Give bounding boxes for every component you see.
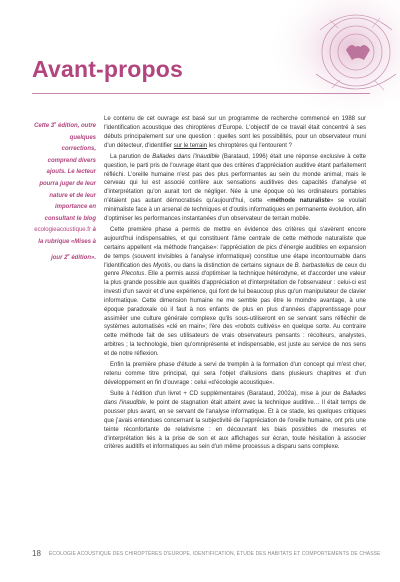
p3-text-end: . Elle a permis aussi d'optimiser la technique hétérodyne, et d'accorder une valeur la plus grande possible aux qualités d'appréciation et d'interprétation de l'observateur : celui-ci est investi d'un savoir et d'une expérience, qui font de lui beaucoup plus qu'un manipulateur de clavier informatique. Cette dimension humaine ne me semble pas être le moindre avantage, à une époque paradoxale où il faut à nos enfants de plus en plus d'années d'apprentissage pour assimiler une culture générale complexe qu'ils sous-utiliseront en se servant sans réfléchir de systèmes automatisés «clé en main»; l'ère des «robots cultivés» en quelque sorte. Au contraire cette méthode fait de ses utilisateurs de vrais observateurs pensants : récolteurs, analystes, arbitres ; la technologie, bien qu'omniprésente et indispensable, est juste au service de nos sens et de notre réflexion. bbox=[104, 271, 366, 357]
sidebar-text-b: édition, outre quelques corrections, comprend divers ajouts. Le lecteur pourra juger de leur nature et de leur importance en consultant le blog bbox=[39, 123, 96, 222]
p3-text-3: de ceux du genre bbox=[104, 262, 366, 278]
paragraph-3 bbox=[104, 226, 366, 359]
body-text bbox=[104, 115, 366, 455]
sidebar-text-c: à la rubrique «Mises à jour 2 bbox=[38, 227, 96, 261]
paragraph-1 bbox=[104, 115, 366, 150]
p1-text: Le contenu de cet ouvrage est basé sur un programme de recherche commencé en 1988 sur l'identification acoustique des chiroptères d'Europe. L'objectif de ce travail était concentré à ses débuts principalement sur une question : quelles sont les possibilités, pour un observateur muni d'un détecteur, d'identifier bbox=[104, 116, 366, 149]
p5-text: Suite à l'édition d'un livret + CD supplémentaires (Barataud, 2002a), mise à jour de bbox=[110, 391, 341, 398]
paragraph-4: Enfin la première phase d'étude a servi de tremplin à la formation d'un concept qui m'est cher, retenu comme titre principal, qui sera l'objet d'allusions dans plusieurs chapitres et d'un développement en fin d'ouvrage : celui «d'écologie acoustique». bbox=[104, 362, 366, 386]
p2-text-mid: (Barataud, 1996) était une réponse exclusive à cette question, le parti pris de l'ouvrage étant que des critères d'appréciation auditive étant parfaitement réfléchi. L'oreille humaine n'est pas des plus performantes au sein du monde animal, mais le cerveau qui lui est associé confère aux sensations auditives des capacités d'analyse et d'interprétation qu'on aurait tort de négliger. Née à une époque où les ordinateurs portables n'étaient pas autant démocratisés qu'aujourd'hui, cette « bbox=[104, 153, 367, 205]
p3-text-2: , ou dans la distinction de certains signaux de bbox=[170, 262, 293, 269]
p2-book-title: Ballades dans l'inaudible bbox=[152, 153, 220, 160]
p3-genus-plecotus: Plecotus bbox=[121, 271, 145, 278]
p3-text: Cette première phase a permis de mettre en évidence des critères qui s'avèrent encore aujourd'hui indispensables, et qui constituent l'âme centrale de cette méthode naturaliste que certains appellent «la méthode française»: l'appréciation de pics d'énergie audibles en expansion de temps (souvent invisibles à l'analyse informatique) constitue une étape incontournable dans l'identification des bbox=[104, 227, 366, 269]
page-number: 18 bbox=[32, 549, 41, 558]
running-head: ÉCOLOGIE ACOUSTIQUE DES CHIROPTÈRES D'EUROPE, IDENTIFICATION, ÉTUDE DES HABITATS ET COMPORTEMENTS DE CHASSE bbox=[49, 551, 381, 557]
p1-text-end: les chiroptères qui l'entourent ? bbox=[208, 142, 292, 149]
p2-bold-term: méthode naturaliste bbox=[270, 198, 331, 205]
sidebar-note bbox=[34, 117, 96, 264]
p5-text-end: , le point de stagnation était atteint avec la technique auditive… Il était temps de pousser plus avant, en se servant de l'analyse informatique. Et à ce stade, les quelques critiques que j'avais entendues concernant la subjectivité de l'appréciation de l'oreille humaine, ont pris une teinte réconfortante de relativisme : en découvrant les biais possibles de mesures et d'interprétation liés à la prise de son et aux affichages sur écran, toute hésitation à associer critères auditifs et informatiques au sein d'un même processus a disparu sans complexe. bbox=[104, 400, 366, 451]
p5-book-title: Ballades dans l'inaudible bbox=[104, 391, 366, 407]
paragraph-5 bbox=[104, 390, 366, 452]
p1-underline: sur le terrain bbox=[173, 142, 208, 149]
blog-link[interactable]: ecologieacoustique.fr bbox=[34, 227, 91, 234]
page-footer bbox=[32, 548, 381, 558]
p3-species-barbastellus: B. barbastellus bbox=[294, 262, 335, 269]
p2-text-end: » se voulait minimaliste face à un arsenal de techniques et d'outils informatiques en permanente évolution, afin d'optimiser les performances instantanées d'un observateur de terrain mobile. bbox=[104, 198, 367, 222]
p2-text: La parution de bbox=[110, 153, 150, 160]
sidebar-text-a: Cette 3 bbox=[34, 123, 55, 129]
sidebar-text-d: édition». bbox=[69, 254, 96, 261]
title-divider bbox=[32, 93, 370, 94]
sidebar-superscript: e bbox=[54, 120, 57, 125]
sidebar-superscript-2: e bbox=[67, 251, 70, 257]
paragraph-2 bbox=[104, 153, 366, 224]
page-title: Avant-propos bbox=[32, 56, 184, 82]
p3-genus-myotis: Myotis bbox=[153, 262, 171, 269]
bat-illustration-decoration bbox=[260, 0, 400, 120]
